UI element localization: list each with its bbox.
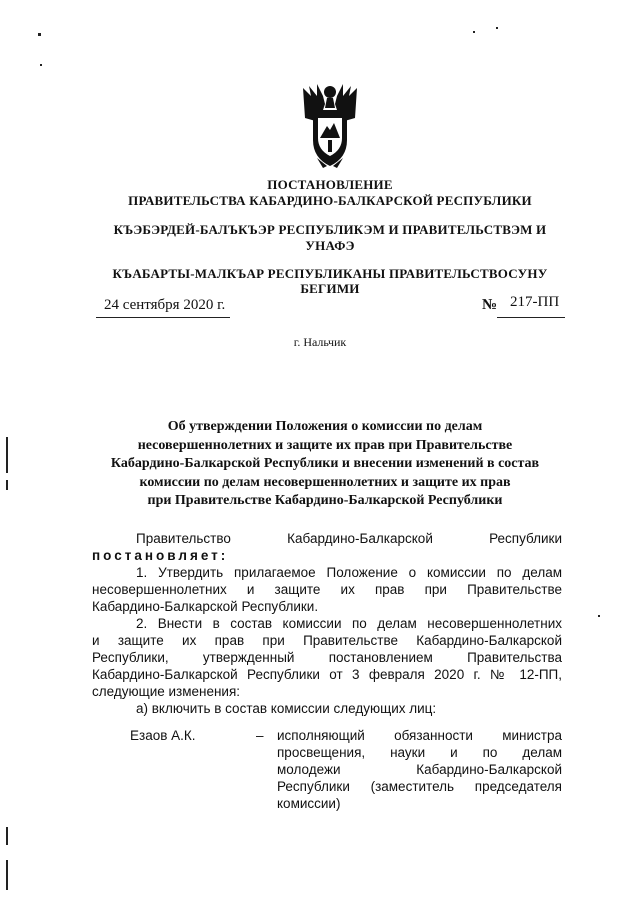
intro-line: Правительство Кабардино-Балкарской Республики (136, 531, 562, 546)
title-line: Кабардино-Балкарской Республики и внесении изменений в состав (110, 456, 540, 471)
government-heading-kab-line2: УНАФЭ (305, 238, 355, 253)
duty-line: Республики (заместитель председателя (277, 779, 562, 794)
item2-line: следующие изменения: (92, 684, 241, 699)
government-heading-balk-line2: БЕГИМИ (300, 281, 360, 296)
member-name: Езаов А.К. (130, 728, 196, 743)
government-heading-ru: ПРАВИТЕЛЬСТВА КАБАРДИНО-БАЛКАРСКОЙ РЕСПУБЛИКИ (128, 193, 532, 208)
item1-line: 1. Утвердить прилагаемое Положение о комиссии по делам (136, 565, 562, 580)
title-line: при Правительстве Кабардино-Балкарской Республики (147, 493, 503, 508)
coat-of-arms-emblem (297, 78, 363, 170)
item2-line: 2. Внести в состав комиссии по делам несовершеннолетних (136, 616, 562, 631)
doc-type-heading: ПОСТАНОВЛЕНИЕ (267, 177, 393, 192)
member-dash: – (256, 728, 264, 743)
item2-line: и защите их прав при Правительстве Кабардино-Балкарской (92, 633, 562, 648)
title-line: несовершеннолетних и защите их прав при Правительстве (137, 437, 513, 453)
date-underline (96, 317, 230, 318)
scan-speck (40, 64, 42, 66)
scan-edge-mark (6, 860, 8, 890)
duty-line: исполняющий обязанности министра (277, 728, 562, 743)
government-heading-balk-line1: КЪАБАРТЫ-МАЛКЪАР РЕСПУБЛИКАНЫ ПРАВИТЕЛЬСТВОСУНУ (112, 266, 548, 281)
number-underline (497, 317, 565, 318)
number-sign: № (482, 297, 498, 313)
city: г. Нальчик (293, 335, 347, 349)
item1-line: несовершеннолетних и защите их прав при Правительстве (92, 582, 562, 597)
scan-speck (598, 615, 600, 617)
government-heading-kab-line1: КЪЭБЭРДЕЙ-БАЛЪКЪЭР РЕСПУБЛИКЭМ И ПРАВИТЕЛЬСТВЭМ И (113, 222, 547, 237)
scan-speck (473, 31, 475, 33)
title-line: комиссии по делам несовершеннолетних и защите их прав (139, 474, 511, 490)
duty-line: просвещения, науки и по делам (277, 745, 562, 760)
scan-edge-mark (6, 480, 8, 490)
duty-line: комиссии) (277, 796, 341, 811)
item2-line: Республики, утвержденный постановлением Правительства (92, 650, 562, 665)
resolves-word: постановляет: (92, 548, 229, 563)
scan-speck (496, 27, 498, 29)
document-number: 217-ПП (510, 294, 560, 310)
member-duty (277, 727, 562, 812)
subitem-a: а) включить в состав комиссии следующих лиц: (136, 701, 437, 716)
item2-line: Кабардино-Балкарской Республики от 3 февраля 2020 г. № 12-ПП, (92, 667, 562, 682)
duty-line: молодежи Кабардино-Балкарской (277, 762, 562, 777)
document-date: 24 сентября 2020 г. (104, 297, 226, 313)
document-title (90, 418, 560, 511)
scan-edge-mark (6, 437, 8, 473)
item1-line: Кабардино-Балкарской Республики. (92, 599, 319, 614)
title-line: Об утверждении Положения о комиссии по делам (167, 419, 483, 434)
scan-edge-mark (6, 827, 8, 845)
scan-speck (38, 33, 41, 36)
